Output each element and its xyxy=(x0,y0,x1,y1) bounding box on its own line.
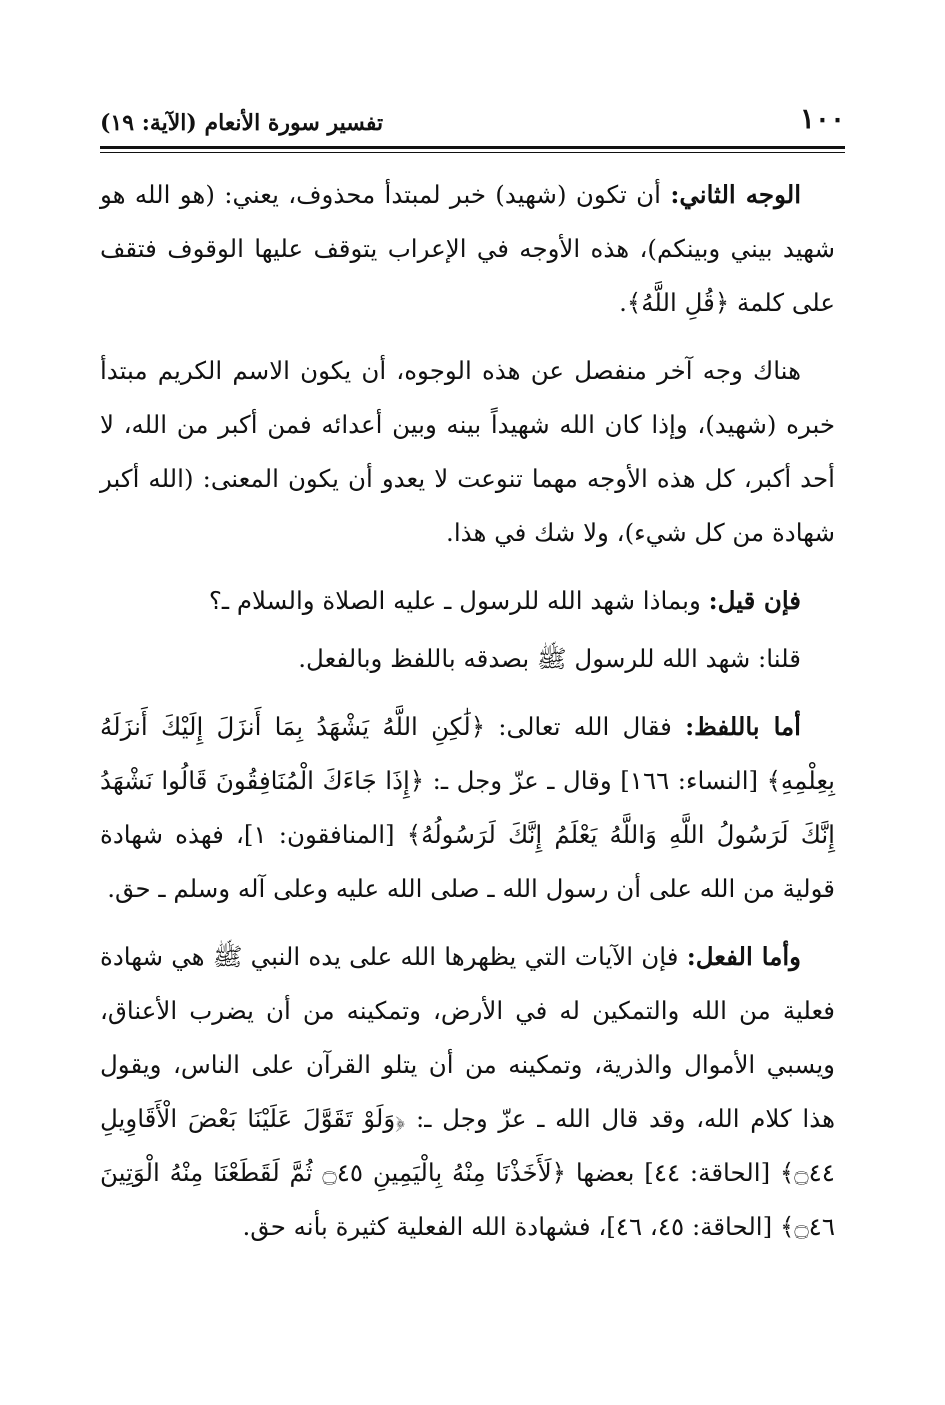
paragraph-text: وبماذا شهد الله للرسول ـ عليه الصلاة والسلام ـ؟ xyxy=(208,586,701,615)
paragraph-lead: الوجه الثاني: xyxy=(670,180,802,209)
page-header xyxy=(100,100,845,140)
paragraph-text: أن تكون (شهيد) خبر لمبتدأ محذوف، يعني: (هو الله هو شهيد بيني وبينكم)، هذه الأوجه في الإعراب يتوقف عليها الوقوف فتقف على كلمة ﴿قُلِ اللَّهُ﴾. xyxy=(100,180,835,317)
paragraph-text: فقال الله تعالى: ﴿لَٰكِنِ اللَّهُ يَشْهَدُ بِمَا أَنزَلَ إِلَيْكَ أَنزَلَهُ بِعِلْمِهِ﴾ [النساء: ١٦٦] وقال ـ عزّ وجل ـ: ﴿إِذَا جَاءَكَ الْمُنَافِقُونَ قَالُوا نَشْهَدُ إِنَّكَ لَرَسُولُ اللَّهِ وَاللَّهُ يَعْلَمُ إِنَّكَ لَرَسُولُهُ﴾ [المنافقون: ١]، فهذه شهادة قولية من الله على أن رسول الله ـ صلى الله عليه وعلى آله وسلم ـ حق. xyxy=(100,712,835,903)
page-number: ١٠٠ xyxy=(799,102,845,135)
paragraph-lead: أما باللفظ: xyxy=(685,712,801,741)
header-rule-thick xyxy=(100,146,845,149)
paragraph-text: قلنا: شهد الله للرسول ﷺ بصدقه باللفظ وبالفعل. xyxy=(298,644,801,673)
paragraph-answer xyxy=(100,632,835,686)
paragraph-question xyxy=(100,574,835,628)
paragraph-second-aspect xyxy=(100,168,835,330)
page-body xyxy=(100,168,835,1268)
paragraph-lead: فإن قيل: xyxy=(708,586,801,615)
paragraph-lead: وأما الفعل: xyxy=(686,942,801,971)
paragraph-text: فإن الآيات التي يظهرها الله على يده النبي ﷺ هي شهادة فعلية من الله والتمكين له في الأرض، وتمكينه من أن يضرب الأعناق، ويسبي الأموال والذرية، وتمكينه من أن يتلو القرآن على الناس، ويقول هذا كلام الله، وقد قال الله ـ عزّ وجل ـ: ﴿وَلَوْ تَقَوَّلَ عَلَيْنَا بَعْضَ الْأَقَاوِيلِ ۝٤٤﴾ [الحاقة: ٤٤] بعضها ﴿لَأَخَذْنَا مِنْهُ بِالْيَمِينِ ۝٤٥ ثُمَّ لَقَطَعْنَا مِنْهُ الْوَتِينَ ۝٤٦﴾ [الحاقة: ٤٥، ٤٦]، فشهادة الله الفعلية كثيرة بأنه حق. xyxy=(100,942,835,1241)
paragraph-by-deed xyxy=(100,930,835,1254)
paragraph-text: هناك وجه آخر منفصل عن هذه الوجوه، أن يكون الاسم الكريم مبتدأ خبره (شهيد)، وإذا كان الله شهيداً بينه وبين أعدائه فمن أكبر من الله، لا أحد أكبر، كل هذه الأوجه مهما تنوعت لا يعدو أن يكون المعنى: (الله أكبر شهادة من كل شيء)، ولا شك في هذا. xyxy=(100,356,835,547)
header-rule-thin xyxy=(100,152,845,153)
paragraph-other-aspect xyxy=(100,344,835,560)
paragraph-by-word xyxy=(100,700,835,916)
running-title: تفسير سورة الأنعام (الآية: ١٩) xyxy=(100,110,384,136)
